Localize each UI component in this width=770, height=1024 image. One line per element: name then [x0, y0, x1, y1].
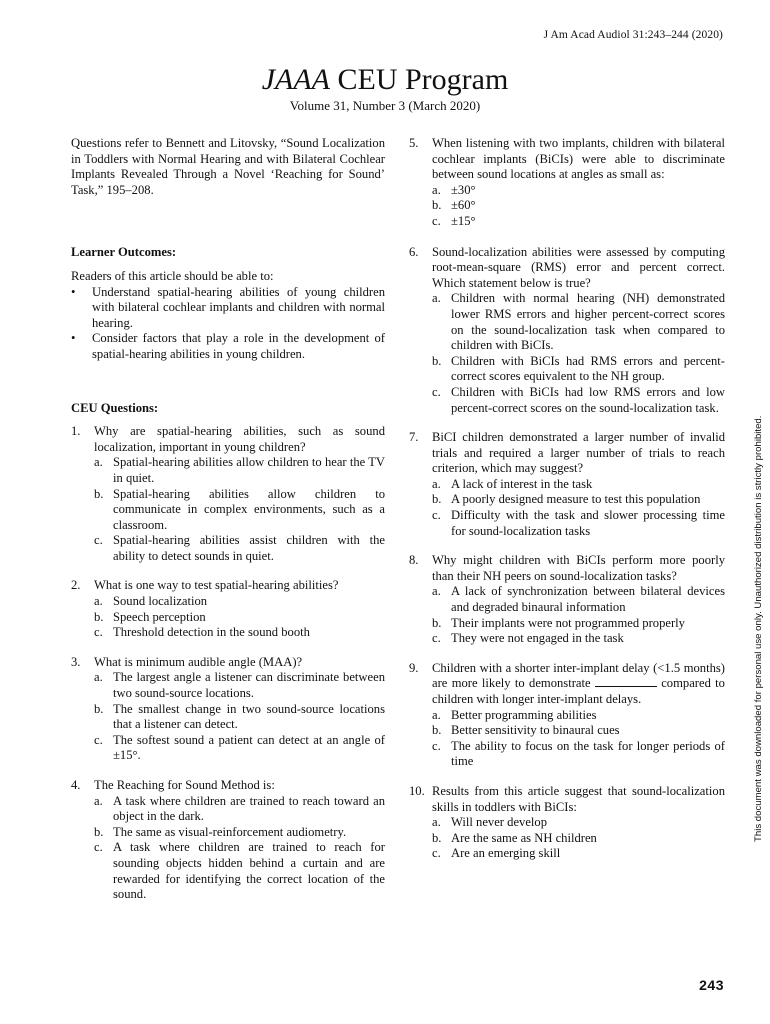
question-stem: Why might children with BiCIs perform more poorly than their NH peers on sound-localization tasks? — [432, 553, 725, 583]
question-stem: What is minimum audible angle (MAA)? — [94, 654, 303, 669]
answer-option[interactable]: b. ±60° — [432, 198, 476, 213]
question-stem: Sound-localization abilities were assessed by computing root-mean-square (RMS) error and percent correct. Which statement below is true? — [432, 244, 725, 290]
answer-option[interactable]: c. Are an emerging skill — [432, 846, 561, 861]
question-stem: The Reaching for Sound Method is: — [94, 778, 275, 792]
question-number: 7. — [409, 430, 419, 445]
answer-option[interactable]: b. The smallest change in two sound-source locations that a listener can detect. — [94, 701, 385, 732]
question-6 — [409, 245, 725, 417]
answer-option[interactable]: a. A lack of interest in the task — [432, 476, 593, 491]
question-4 — [71, 778, 385, 903]
question-stem: Children with a shorter inter-implant delay (<1.5 months) are more likely to demonstrate compared to children with longer inter-implant delays. — [432, 660, 725, 706]
outcome-item: • Understand spatial-hearing abilities of young children with bilateral cochlear implants and children with normal hearing. — [71, 284, 385, 330]
title-text: CEU Program — [329, 63, 509, 96]
question-9 — [409, 661, 725, 770]
answer-option[interactable]: b. Are the same as NH children — [432, 830, 597, 845]
bullet-icon: • — [71, 331, 76, 346]
answer-option[interactable]: c. Children with BiCIs had low RMS errors and low percent-correct scores on the sound-localization task. — [432, 384, 725, 415]
right-column — [409, 136, 725, 862]
answer-option[interactable]: c. ±15° — [432, 213, 476, 228]
answer-option[interactable]: a. Children with normal hearing (NH) demonstrated lower RMS errors and higher percent-correct scores on the sound-localization task when compared to children with BiCIs. — [432, 291, 725, 353]
answer-option[interactable]: a. Will never develop — [432, 815, 548, 830]
question-7 — [409, 430, 725, 539]
journal-abbrev: JAAA — [261, 63, 330, 96]
question-8 — [409, 553, 725, 647]
question-number: 9. — [409, 660, 419, 675]
question-number: 6. — [409, 244, 419, 259]
answer-option[interactable]: c. Threshold detection in the sound booth — [94, 625, 310, 640]
answer-option[interactable]: c. A task where children are trained to reach for sounding objects hidden behind a curtain and are rewarded for identifying the correct location of the sound. — [94, 840, 385, 902]
answer-option[interactable]: a. Spatial-hearing abilities allow children to hear the TV in quiet. — [94, 455, 385, 485]
fill-in-blank — [595, 676, 657, 687]
page-number: 243 — [699, 977, 724, 993]
question-stem: When listening with two implants, children with bilateral cochlear implants (BiCIs) were able to discriminate between sound locations at angles as small as: — [432, 136, 725, 182]
question-stem: Why are spatial-hearing abilities, such as sound localization, important in young children? — [94, 424, 385, 454]
question-number: 8. — [409, 553, 419, 568]
question-stem: BiCI children demonstrated a larger number of invalid trials and required a larger number of trials to reach criterion, which may suggest? — [432, 430, 725, 476]
question-stem: Results from this article suggest that sound-localization skills in toddlers with BiCIs: — [432, 783, 725, 814]
question-number: 1. — [71, 424, 81, 439]
question-10 — [409, 784, 725, 862]
answer-option[interactable]: c. They were not engaged in the task — [432, 631, 624, 646]
question-stem: What is one way to test spatial-hearing abilities? — [94, 578, 339, 593]
learner-outcomes-lead: Readers of this article should be able to: — [71, 268, 274, 283]
question-3 — [71, 655, 385, 764]
article-reference: Questions refer to Bennett and Litovsky, “Sound Localization in Toddlers with Normal Hearing and with Bilateral Cochlear Implants Revealed Through a Novel ‘Reaching for Sound’ Task,” 195–208. — [71, 136, 385, 197]
answer-option[interactable]: a. A task where children are trained to reach toward an object in the dark. — [94, 793, 385, 824]
question-number: 3. — [71, 654, 81, 669]
answer-option[interactable]: b. A poorly designed measure to test this population — [432, 492, 701, 507]
answer-option[interactable]: b. Better sensitivity to binaural cues — [432, 723, 620, 738]
answer-option[interactable]: b. Spatial-hearing abilities allow children to communicate in complex environments, such as a classroom. — [94, 486, 385, 532]
answer-option[interactable]: c. The softest sound a patient can detect at an angle of ±15°. — [94, 732, 385, 763]
download-notice: This document was downloaded for personal use only. Unauthorized distribution is strictly prohibited. — [753, 415, 764, 842]
question-2 — [71, 578, 385, 640]
ceu-questions-heading: CEU Questions: — [71, 400, 159, 415]
answer-option[interactable]: a. Sound localization — [94, 594, 208, 609]
learner-outcomes-heading: Learner Outcomes: — [71, 245, 177, 260]
question-number: 5. — [409, 136, 419, 150]
issue-subtitle: Volume 31, Number 3 (March 2020) — [289, 98, 481, 113]
question-number: 10. — [409, 783, 425, 798]
answer-option[interactable]: c. Difficulty with the task and slower processing time for sound-localization tasks — [432, 508, 725, 538]
question-number: 4. — [71, 778, 81, 792]
outcome-item: • Consider factors that play a role in the development of spatial-hearing abilities in young children. — [71, 331, 385, 361]
left-column — [71, 136, 385, 903]
question-5 — [409, 136, 725, 230]
answer-option[interactable]: b. The same as visual-reinforcement audiometry. — [94, 824, 347, 839]
question-number: 2. — [71, 578, 81, 593]
answer-option[interactable]: a. ±30° — [432, 182, 476, 197]
page-title — [0, 62, 770, 98]
answer-option[interactable]: b. Children with BiCIs had RMS errors and percent-correct scores equivalent to the NH group. — [432, 353, 725, 384]
answer-option[interactable]: c. Spatial-hearing abilities assist children with the ability to detect sounds in quiet. — [94, 533, 385, 563]
answer-option[interactable]: a. Better programming abilities — [432, 707, 597, 722]
learner-outcomes-list — [71, 285, 385, 363]
answer-option[interactable]: c. The ability to focus on the task for longer periods of time — [432, 738, 725, 769]
running-head: J Am Acad Audiol 31:243–244 (2020) — [543, 29, 723, 41]
answer-option[interactable]: b. Speech perception — [94, 609, 206, 624]
question-1 — [71, 424, 385, 564]
answer-option[interactable]: a. The largest angle a listener can discriminate between two sound-source locations. — [94, 670, 385, 701]
answer-option[interactable]: b. Their implants were not programmed properly — [432, 615, 685, 630]
bullet-icon: • — [71, 284, 76, 299]
answer-option[interactable]: a. A lack of synchronization between bilateral devices and degraded binaural information — [432, 584, 725, 615]
